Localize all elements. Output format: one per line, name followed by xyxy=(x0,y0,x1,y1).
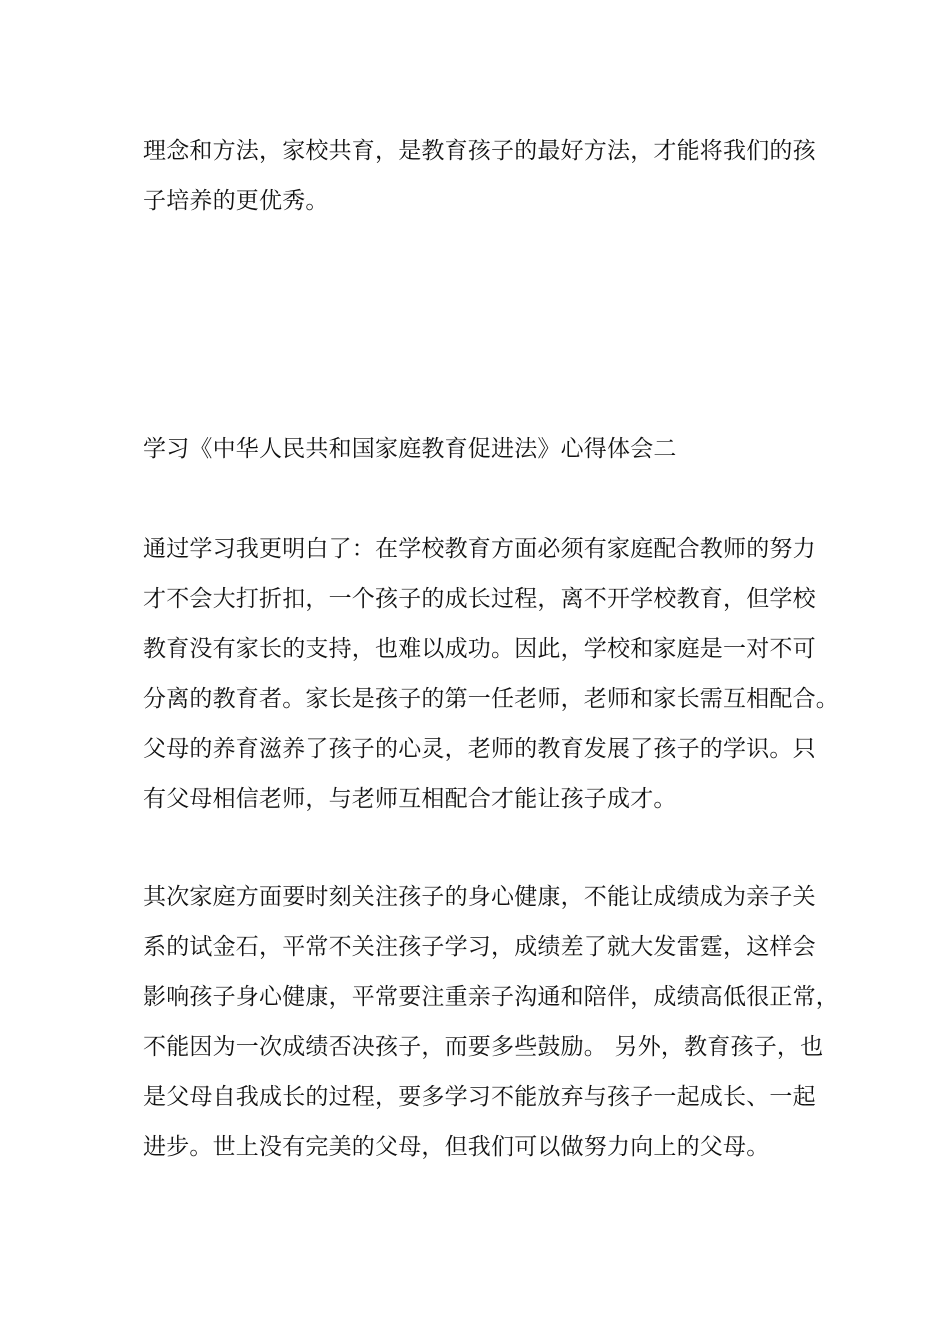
text-line: 理念和方法，家校共育，是教育孩子的最好方法，才能将我们的孩 xyxy=(143,138,816,164)
text-line: 进步。世上没有完美的父母，但我们可以做努力向上的父母。 xyxy=(143,1134,770,1160)
text-line: 系的试金石，平常不关注孩子学习，成绩差了就大发雷霆，这样会 xyxy=(143,934,816,960)
text-line: 有父母相信老师，与老师互相配合才能让孩子成才。 xyxy=(143,786,677,812)
text-line: 分离的教育者。家长是孩子的第一任老师，老师和家长需互相配合。 xyxy=(143,686,839,712)
text-line: 影响孩子身心健康，平常要注重亲子沟通和陪伴，成绩高低很正常， xyxy=(143,984,839,1010)
text-line: 子培养的更优秀。 xyxy=(143,188,329,214)
text-line: 不能因为一次成绩否决孩子，而要多些鼓励。 另外，教育孩子，也 xyxy=(143,1034,824,1060)
text-line: 其次家庭方面要时刻关注孩子的身心健康，不能让成绩成为亲子关 xyxy=(143,884,816,910)
text-line: 才不会大打折扣，一个孩子的成长过程，离不开学校教育，但学校 xyxy=(143,586,816,612)
text-line: 是父母自我成长的过程，要多学习不能放弃与孩子一起成长、一起 xyxy=(143,1084,816,1110)
section-title: 学习《中华人民共和国家庭教育促进法》心得体会二 xyxy=(143,436,677,462)
text-line: 通过学习我更明白了：在学校教育方面必须有家庭配合教师的努力 xyxy=(143,536,816,562)
text-line: 教育没有家长的支持，也难以成功。因此，学校和家庭是一对不可 xyxy=(143,636,816,662)
text-line: 父母的养育滋养了孩子的心灵，老师的教育发展了孩子的学识。只 xyxy=(143,736,816,762)
